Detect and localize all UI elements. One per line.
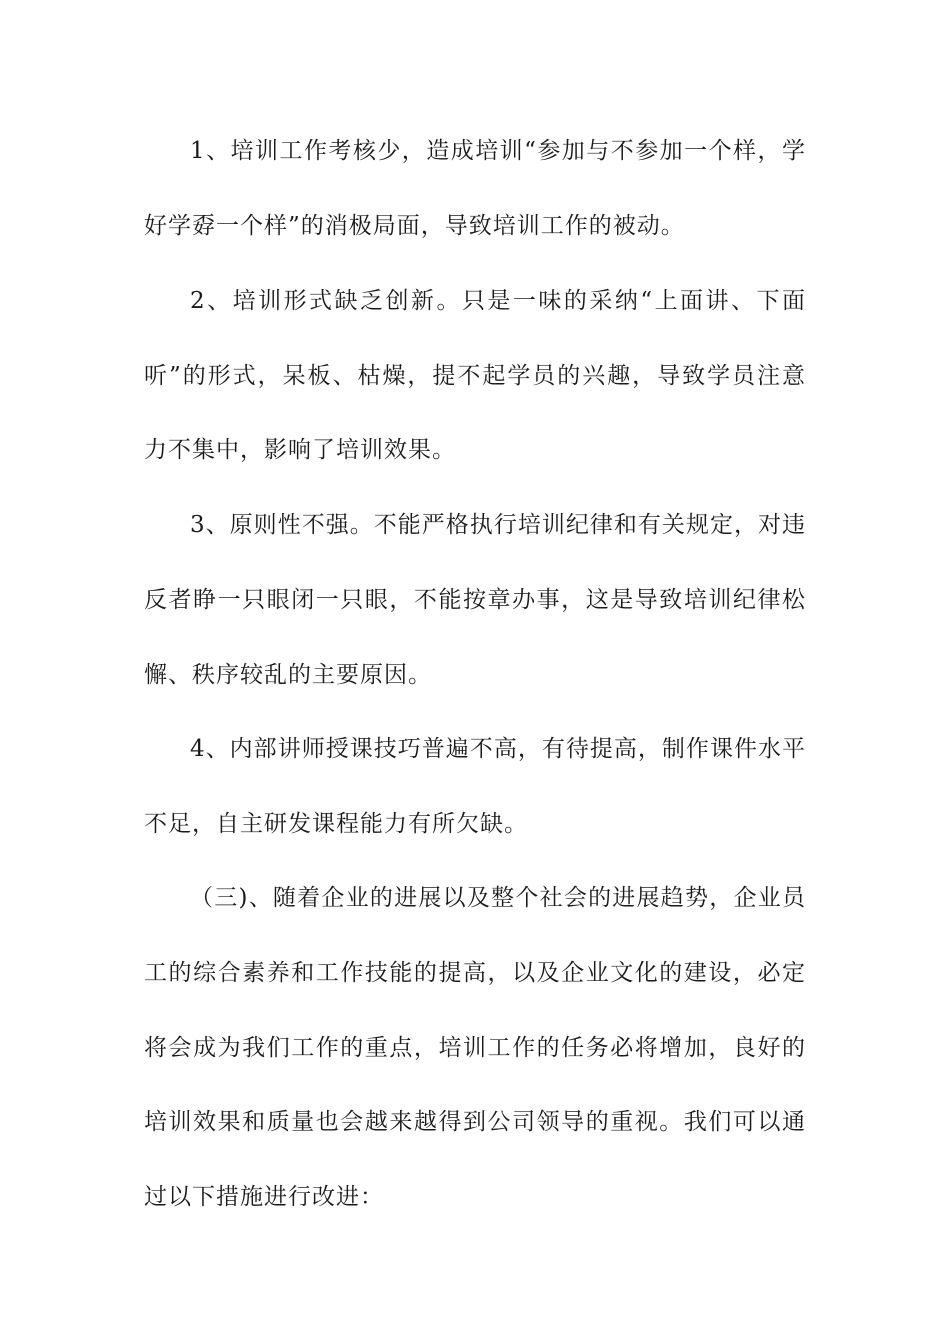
paragraph-4-line-1: 4、内部讲师授课技巧普遍不高，有待提高，制作课件水平 xyxy=(190,736,806,762)
paragraph-2-line-2: 听”的形式，呆板、枯燥，提不起学员的兴趣，导致学员注意 xyxy=(144,363,806,389)
paragraph-1-line-1: 1、培训工作考核少，造成培训“参加与不参加一个样，学 xyxy=(190,138,806,164)
paragraph-5-line-5: 过以下措施进行改进： xyxy=(144,1184,384,1210)
paragraph-5-line-1: （三)、随着企业的进展以及整个社会的进展趋势，企业员 xyxy=(190,885,806,911)
paragraph-1-line-2: 好学孬一个样”的消极局面，导致培训工作的被动。 xyxy=(144,213,685,239)
paragraph-2-line-1: 2、培训形式缺乏创新。只是一味的采纳“上面讲、下面 xyxy=(190,288,806,314)
paragraph-5-line-4: 培训效果和质量也会越来越得到公司领导的重视。我们可以通 xyxy=(144,1109,806,1135)
paragraph-3-line-2: 反者睁一只眼闭一只眼，不能按章办事，这是导致培训纪律松 xyxy=(144,587,806,613)
paragraph-3-line-1: 3、原则性不强。不能严格执行培训纪律和有关规定，对违 xyxy=(190,512,806,538)
paragraph-5-line-3: 将会成为我们工作的重点，培训工作的任务必将增加，良好的 xyxy=(144,1035,806,1061)
paragraph-3-line-3: 懈、秩序较乱的主要原因。 xyxy=(144,662,432,688)
paragraph-2-line-3: 力不集中，影响了培训效果。 xyxy=(144,437,456,463)
paragraph-4-line-2: 不足，自主研发课程能力有所欠缺。 xyxy=(144,811,528,837)
paragraph-5-line-2: 工的综合素养和工作技能的提高，以及企业文化的建设，必定 xyxy=(144,960,806,986)
